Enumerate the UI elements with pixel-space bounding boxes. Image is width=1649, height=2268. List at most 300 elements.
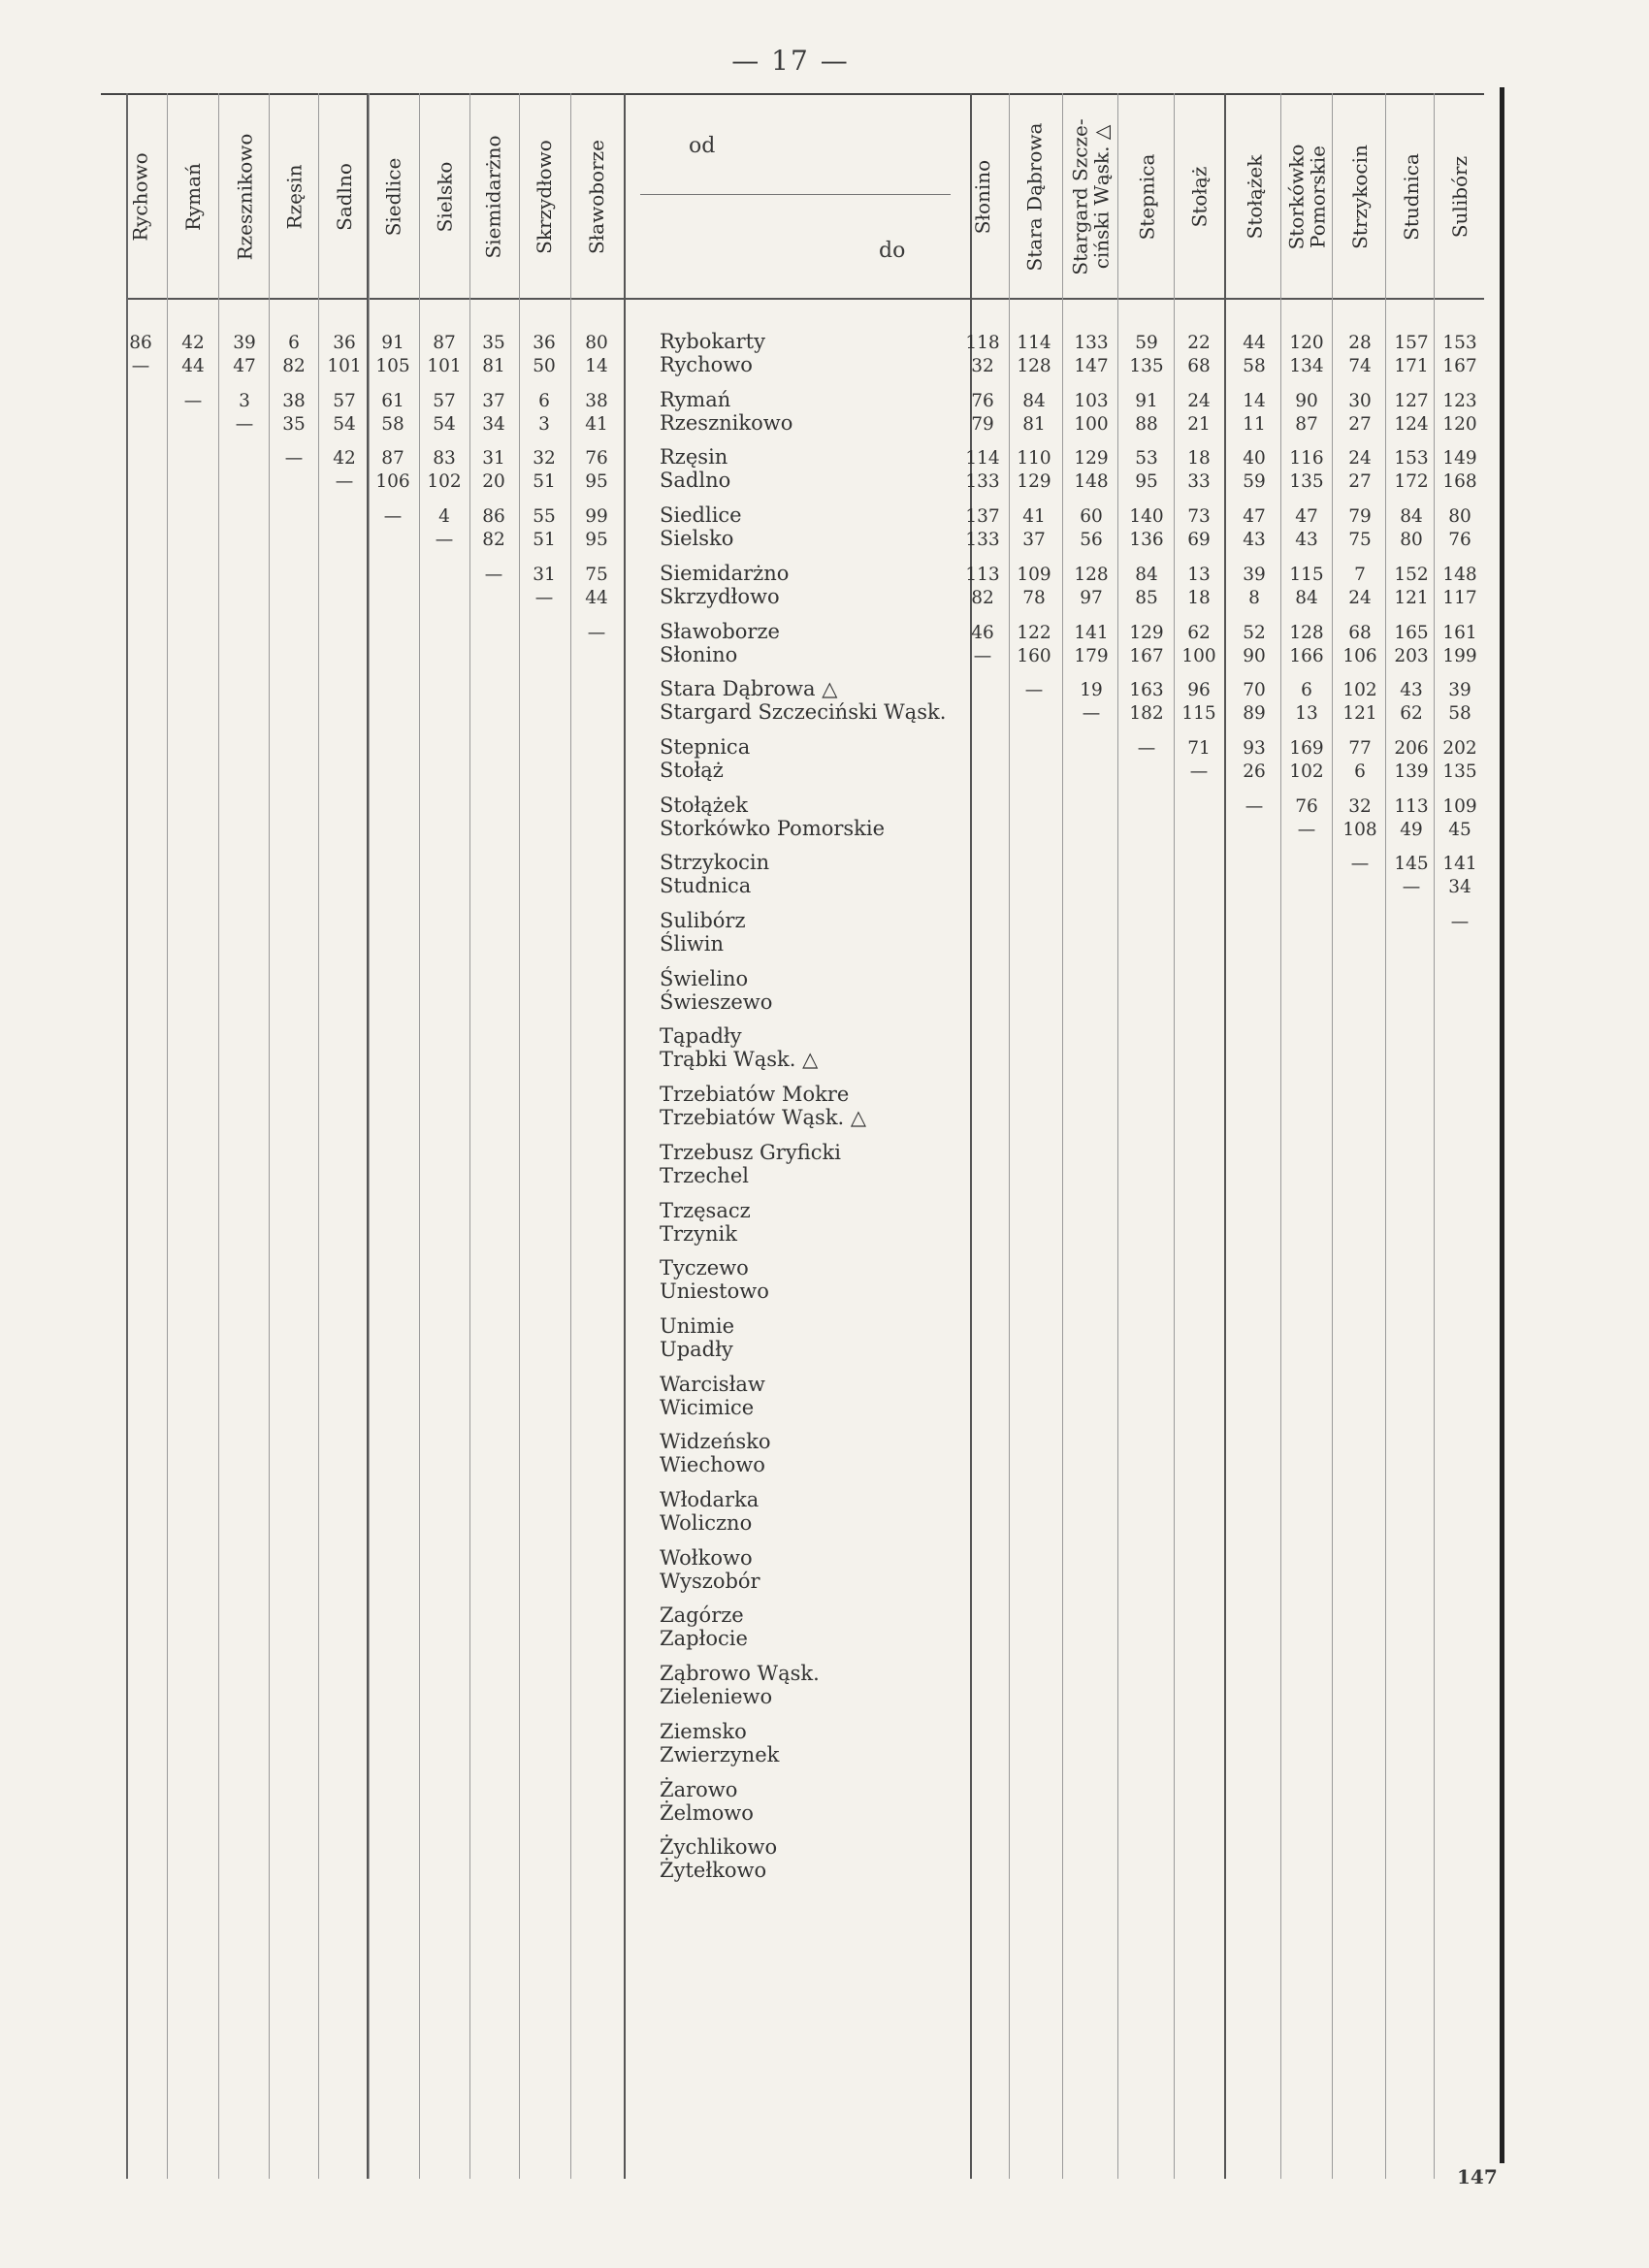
distance-cell: 57 [333, 390, 356, 411]
column-header [1009, 97, 1059, 296]
distance-cell: 133 [1074, 333, 1109, 353]
distance-cell: 44 [585, 587, 608, 608]
distance-cell: 79 [1348, 506, 1372, 528]
distance-cell: 89 [1243, 703, 1266, 725]
distance-cell: 26 [1243, 761, 1266, 782]
distance-cell: — [484, 564, 503, 585]
city-name: Żelmowo [660, 1800, 754, 1825]
distance-cell: — [131, 356, 150, 376]
distance-cell: — [383, 506, 403, 528]
city-name: Stara Dąbrowa △ [660, 677, 838, 701]
distance-cell: 14 [1243, 390, 1266, 411]
distance-cell: 32 [533, 448, 556, 470]
column-header-label: Rychowo [129, 151, 153, 242]
distance-cell: 57 [433, 390, 456, 411]
distance-cell: 24 [1348, 448, 1372, 470]
distance-cell: 6 [288, 333, 300, 353]
distance-cell: — [1402, 877, 1421, 898]
distance-cell: 42 [333, 448, 356, 470]
distance-cell: 163 [1129, 680, 1164, 701]
distance-cell: 145 [1394, 854, 1429, 875]
distance-cell: 90 [1243, 645, 1266, 666]
distance-cell: 35 [282, 413, 306, 435]
distance-cell: 20 [482, 471, 505, 493]
distance-cell: 82 [482, 530, 505, 551]
distance-cell: 88 [1135, 413, 1158, 435]
column-header [219, 97, 270, 296]
distance-cell: 80 [585, 333, 608, 353]
distance-cell: 121 [1342, 703, 1377, 725]
distance-cell: 22 [1187, 333, 1211, 353]
column-header-label: Sławoborze [585, 139, 609, 254]
distance-cell: 86 [482, 506, 505, 528]
city-name: Sulibórz [660, 909, 746, 932]
distance-cell: 7 [1354, 564, 1366, 585]
from-label: od [689, 134, 716, 158]
distance-cell: 24 [1348, 587, 1372, 608]
distance-cell: 59 [1135, 333, 1158, 353]
distance-cell: 58 [1448, 703, 1471, 725]
city-name: Trąbki Wąsk. △ [660, 1048, 819, 1072]
distance-cell: 206 [1394, 737, 1429, 759]
distance-cell: 36 [333, 333, 356, 353]
distance-cell: 52 [1243, 622, 1266, 643]
distance-cell: 3 [538, 413, 550, 435]
distance-cell: 139 [1394, 761, 1429, 782]
city-name: Wiechowo [660, 1453, 765, 1477]
distance-cell: 32 [1348, 795, 1372, 817]
distance-cell: 38 [585, 390, 608, 411]
distance-cell: 71 [1187, 737, 1211, 759]
distance-cell: 171 [1394, 356, 1429, 376]
distance-cell: 114 [1017, 333, 1051, 353]
distance-cell: 87 [1295, 413, 1318, 435]
column-header-label: Rymań [181, 162, 205, 231]
distance-cell: 47 [1295, 506, 1318, 528]
city-name: Wyszobór [660, 1569, 760, 1593]
distance-cell: — [1082, 703, 1101, 725]
city-name: Unimie [660, 1313, 734, 1338]
distance-cell: — [183, 390, 203, 411]
distance-cell: 113 [965, 564, 1000, 585]
distance-cell: 73 [1187, 506, 1211, 528]
distance-cell: 42 [181, 333, 205, 353]
city-name: Widzeńsko [660, 1430, 771, 1454]
distance-cell: 133 [965, 530, 1000, 551]
distance-cell: 77 [1348, 737, 1372, 759]
to-label: do [879, 239, 906, 263]
distance-cell: 182 [1129, 703, 1164, 725]
distance-cell: 135 [1442, 761, 1477, 782]
column-header [571, 97, 622, 296]
column-header [957, 97, 1008, 296]
from-to-divider [640, 194, 951, 195]
distance-cell: 161 [1442, 622, 1477, 643]
distance-cell: 128 [1074, 564, 1109, 585]
distance-cell: 149 [1442, 448, 1477, 470]
distance-cell: 82 [282, 356, 306, 376]
distance-cell: 14 [585, 356, 608, 376]
city-name: Stołążek [660, 793, 749, 817]
distance-cell: — [587, 622, 606, 643]
city-name: Wicimice [660, 1395, 755, 1419]
distance-cell: 121 [1394, 587, 1429, 608]
city-name: Żychlikowo [660, 1835, 778, 1860]
column-header-label: Rzęsin [282, 164, 307, 229]
distance-cell: — [435, 530, 454, 551]
sheet-number: 147 [1457, 2165, 1498, 2188]
distance-cell: 87 [433, 333, 456, 353]
city-name: Upadły [660, 1337, 733, 1361]
distance-cell: 76 [585, 448, 608, 470]
distance-cell: 120 [1442, 413, 1477, 435]
distance-cell: 76 [1448, 530, 1471, 551]
distance-cell: 115 [1289, 564, 1324, 585]
column-header [1174, 97, 1224, 296]
distance-cell: 47 [233, 356, 256, 376]
distance-cell: 157 [1394, 333, 1429, 353]
column-header-label: Sadlno [333, 162, 356, 231]
distance-cell: 118 [965, 333, 1000, 353]
distance-cell: 137 [965, 506, 1000, 528]
city-name: Rymań [660, 387, 731, 411]
distance-cell: 6 [1354, 761, 1366, 782]
distance-cell: 45 [1448, 819, 1471, 840]
city-name: Siedlice [660, 503, 742, 528]
city-name: Trzęsacz [660, 1198, 751, 1222]
city-name: Żytełkowo [660, 1859, 767, 1883]
distance-cell: 102 [1289, 761, 1324, 782]
distance-cell: 84 [1135, 564, 1158, 585]
distance-cell: 3 [239, 390, 250, 411]
column-header-label: Stepnica [1135, 153, 1158, 240]
distance-cell: 13 [1295, 703, 1318, 725]
distance-cell: 153 [1442, 333, 1477, 353]
distance-cell: 28 [1348, 333, 1372, 353]
distance-cell: 90 [1295, 390, 1318, 411]
distance-cell: — [1297, 819, 1316, 840]
table-left-rule [126, 93, 128, 2179]
distance-cell: 58 [1243, 356, 1266, 376]
distance-cell: 95 [585, 530, 608, 551]
distance-cell: 43 [1295, 530, 1318, 551]
distance-cell: — [284, 448, 304, 470]
distance-cell: 84 [1400, 506, 1423, 528]
distance-cell: 18 [1187, 587, 1211, 608]
column-header [469, 97, 519, 296]
city-name: Zieleniewo [660, 1685, 773, 1709]
column-header [1281, 97, 1332, 296]
city-name: Wołkowo [660, 1545, 753, 1570]
distance-cell: 97 [1080, 587, 1103, 608]
column-header-label: Siedlice [381, 157, 405, 236]
city-name: Trzynik [660, 1221, 737, 1246]
distance-cell: 101 [427, 356, 462, 376]
distance-cell: 30 [1348, 390, 1372, 411]
distance-cell: 68 [1187, 356, 1211, 376]
distance-cell: 33 [1187, 471, 1211, 493]
city-name: Sadlno [660, 469, 731, 493]
distance-cell: 100 [1074, 413, 1109, 435]
distance-cell: 109 [1442, 795, 1477, 817]
distance-cell: 84 [1022, 390, 1046, 411]
table-right-rule [1500, 87, 1504, 2163]
distance-cell: 168 [1442, 471, 1477, 493]
city-name: Tąpadły [660, 1024, 742, 1049]
distance-cell: 148 [1074, 471, 1109, 493]
distance-cell: 84 [1295, 587, 1318, 608]
city-name: Siemidarżno [660, 561, 790, 585]
distance-cell: 136 [1129, 530, 1164, 551]
distance-cell: 19 [1080, 680, 1103, 701]
distance-cell: 105 [375, 356, 410, 376]
distance-cell: 62 [1187, 622, 1211, 643]
distance-cell: 108 [1342, 819, 1377, 840]
city-name: Studnica [660, 874, 752, 898]
distance-cell: 165 [1394, 622, 1429, 643]
distance-cell: 91 [381, 333, 404, 353]
distance-cell: 56 [1080, 530, 1103, 551]
distance-cell: 114 [965, 448, 1000, 470]
distance-cell: — [1245, 795, 1264, 817]
distance-cell: 58 [381, 413, 404, 435]
distance-cell: 99 [585, 506, 608, 528]
column-header [168, 97, 218, 296]
distance-cell: 172 [1394, 471, 1429, 493]
distance-cell: — [335, 471, 354, 493]
distance-cell: — [973, 645, 992, 666]
distance-cell: 109 [1017, 564, 1051, 585]
distance-cell: 106 [375, 471, 410, 493]
distance-cell: 80 [1400, 530, 1423, 551]
column-header [1435, 97, 1485, 296]
column-header-label: Studnica [1400, 152, 1424, 241]
distance-cell: 59 [1243, 471, 1266, 493]
distance-cell: 120 [1289, 333, 1324, 353]
distance-cell: 140 [1129, 506, 1164, 528]
city-name: Stołąż [660, 758, 724, 782]
column-header-label: Siemidarżno [482, 134, 506, 259]
distance-cell: 39 [1243, 564, 1266, 585]
distance-cell: 79 [971, 413, 994, 435]
distance-cell: 13 [1187, 564, 1211, 585]
distance-cell: — [1024, 680, 1044, 701]
distance-cell: 153 [1394, 448, 1429, 470]
distance-cell: 69 [1187, 530, 1211, 551]
distance-cell: 115 [1181, 703, 1216, 725]
distance-cell: 133 [965, 471, 1000, 493]
city-name: Trzebusz Gryficki [660, 1140, 841, 1164]
distance-cell: 127 [1394, 390, 1429, 411]
distance-cell: 70 [1243, 680, 1266, 701]
city-name: Rybokarty [660, 330, 765, 353]
distance-cell: 62 [1400, 703, 1423, 725]
distance-cell: 37 [482, 390, 505, 411]
distance-cell: 78 [1022, 587, 1046, 608]
city-name: Sielsko [660, 527, 734, 551]
distance-cell: 102 [1342, 680, 1377, 701]
table-top-rule [101, 93, 1484, 95]
distance-cell: 40 [1243, 448, 1266, 470]
column-header [115, 97, 166, 296]
page-number: — 17 — [731, 45, 850, 77]
distance-cell: 113 [1394, 795, 1429, 817]
distance-cell: 110 [1017, 448, 1051, 470]
city-name: Świelino [660, 966, 749, 990]
column-header-label: Stołąż [1187, 166, 1212, 227]
distance-cell: 61 [381, 390, 404, 411]
distance-cell: 21 [1187, 413, 1211, 435]
distance-cell: 128 [1017, 356, 1051, 376]
column-header [419, 97, 469, 296]
distance-cell: 11 [1243, 413, 1266, 435]
column-header [1386, 97, 1437, 296]
distance-cell: 81 [1022, 413, 1046, 435]
city-name: Tyczewo [660, 1256, 749, 1280]
distance-cell: 160 [1017, 645, 1051, 666]
distance-cell: — [1450, 912, 1470, 932]
distance-cell: 35 [482, 333, 505, 353]
distance-cell: 6 [538, 390, 550, 411]
column-header [368, 97, 418, 296]
distance-cell: 27 [1348, 413, 1372, 435]
distance-cell: 166 [1289, 645, 1324, 666]
distance-cell: 75 [1348, 530, 1372, 551]
distance-cell: 203 [1394, 645, 1429, 666]
distance-cell: 18 [1187, 448, 1211, 470]
distance-cell: 47 [1243, 506, 1266, 528]
city-name: Trzebiatów Mokre [660, 1083, 850, 1107]
distance-cell: 116 [1289, 448, 1324, 470]
city-name: Zagórze [660, 1604, 744, 1628]
column-header-label: Stargard Szcze- ciński Wąsk. △ [1069, 117, 1114, 275]
distance-cell: 53 [1135, 448, 1158, 470]
distance-cell: 4 [438, 506, 450, 528]
distance-cell: 50 [533, 356, 556, 376]
distance-cell: 117 [1442, 587, 1477, 608]
distance-cell: 31 [482, 448, 505, 470]
column-header-label: Stara Dąbrowa [1022, 122, 1047, 271]
distance-cell: 43 [1243, 530, 1266, 551]
distance-cell: 95 [1135, 471, 1158, 493]
distance-cell: 39 [1448, 680, 1471, 701]
distance-cell: 199 [1442, 645, 1477, 666]
distance-cell: 60 [1080, 506, 1103, 528]
column-header [1335, 97, 1385, 296]
distance-cell: 87 [381, 448, 404, 470]
column-header-label: Storkówko Pomorskie [1284, 144, 1329, 249]
city-name: Zapłocie [660, 1627, 748, 1651]
distance-cell: 76 [971, 390, 994, 411]
city-name: Sławoborze [660, 619, 780, 643]
column-header-label: Słonino [971, 159, 994, 234]
distance-cell: 68 [1348, 622, 1372, 643]
distance-cell: 31 [533, 564, 556, 585]
distance-cell: 202 [1442, 737, 1477, 759]
distance-cell: 74 [1348, 356, 1372, 376]
distance-cell: 135 [1289, 471, 1324, 493]
column-header-label: Sulibórz [1448, 155, 1472, 238]
distance-cell: 39 [233, 333, 256, 353]
distance-cell: 91 [1135, 390, 1158, 411]
distance-cell: 41 [585, 413, 608, 435]
distance-cell: 38 [282, 390, 306, 411]
distance-cell: 103 [1074, 390, 1109, 411]
city-name: Rzęsin [660, 445, 728, 470]
distance-cell: 122 [1017, 622, 1051, 643]
city-name: Woliczno [660, 1511, 753, 1535]
distance-cell: 169 [1289, 737, 1324, 759]
city-name: Żarowo [660, 1777, 738, 1801]
distance-cell: 102 [427, 471, 462, 493]
city-name: Rychowo [660, 353, 753, 376]
city-name: Strzykocin [660, 851, 770, 875]
distance-cell: 95 [585, 471, 608, 493]
distance-cell: 106 [1342, 645, 1377, 666]
city-name: Włodarka [660, 1488, 760, 1511]
distance-cell: — [235, 413, 254, 435]
city-name: Stepnica [660, 734, 751, 759]
distance-cell: 44 [1243, 333, 1266, 353]
distance-cell: 129 [1017, 471, 1051, 493]
distance-cell: 76 [1295, 795, 1318, 817]
distance-cell: — [1350, 854, 1370, 875]
distance-cell: 129 [1074, 448, 1109, 470]
column-header-label: Stołążek [1243, 154, 1266, 239]
distance-cell: 93 [1243, 737, 1266, 759]
distance-cell: 75 [585, 564, 608, 585]
distance-cell: 147 [1074, 356, 1109, 376]
distance-cell: — [1189, 761, 1209, 782]
distance-cell: 82 [971, 587, 994, 608]
distance-cell: 36 [533, 333, 556, 353]
city-name: Ziemsko [660, 1719, 747, 1743]
distance-cell: 37 [1022, 530, 1046, 551]
city-name: Śliwin [660, 932, 725, 956]
city-name: Warcisław [660, 1372, 765, 1396]
distance-cell: 148 [1442, 564, 1477, 585]
distance-cell: 49 [1400, 819, 1423, 840]
city-name: Skrzydłowo [660, 584, 780, 608]
column-header-label: Skrzydłowo [533, 139, 556, 254]
distance-cell: 8 [1248, 587, 1260, 608]
distance-cell: 86 [129, 333, 152, 353]
distance-cell: 27 [1348, 471, 1372, 493]
distance-cell: 51 [533, 471, 556, 493]
distance-cell: 100 [1181, 645, 1216, 666]
column-header [1121, 97, 1172, 296]
distance-cell: 43 [1400, 680, 1423, 701]
column-header-label: Sielsko [433, 161, 457, 232]
distance-cell: 141 [1074, 622, 1109, 643]
column-header [1066, 97, 1116, 296]
distance-cell: 123 [1442, 390, 1477, 411]
column-header [269, 97, 319, 296]
city-name: Rzesznikowo [660, 410, 793, 435]
distance-cell: 32 [971, 356, 994, 376]
distance-cell: 96 [1187, 680, 1211, 701]
distance-cell: 44 [181, 356, 205, 376]
distance-cell: 6 [1301, 680, 1312, 701]
city-name: Trzechel [660, 1163, 749, 1187]
distance-cell: 54 [433, 413, 456, 435]
city-name: Stargard Szczeciński Wąsk. [660, 700, 947, 725]
distance-cell: 85 [1135, 587, 1158, 608]
distance-cell: 51 [533, 530, 556, 551]
distance-cell: 129 [1129, 622, 1164, 643]
city-name: Uniestowo [660, 1280, 769, 1304]
distance-cell: 80 [1448, 506, 1471, 528]
